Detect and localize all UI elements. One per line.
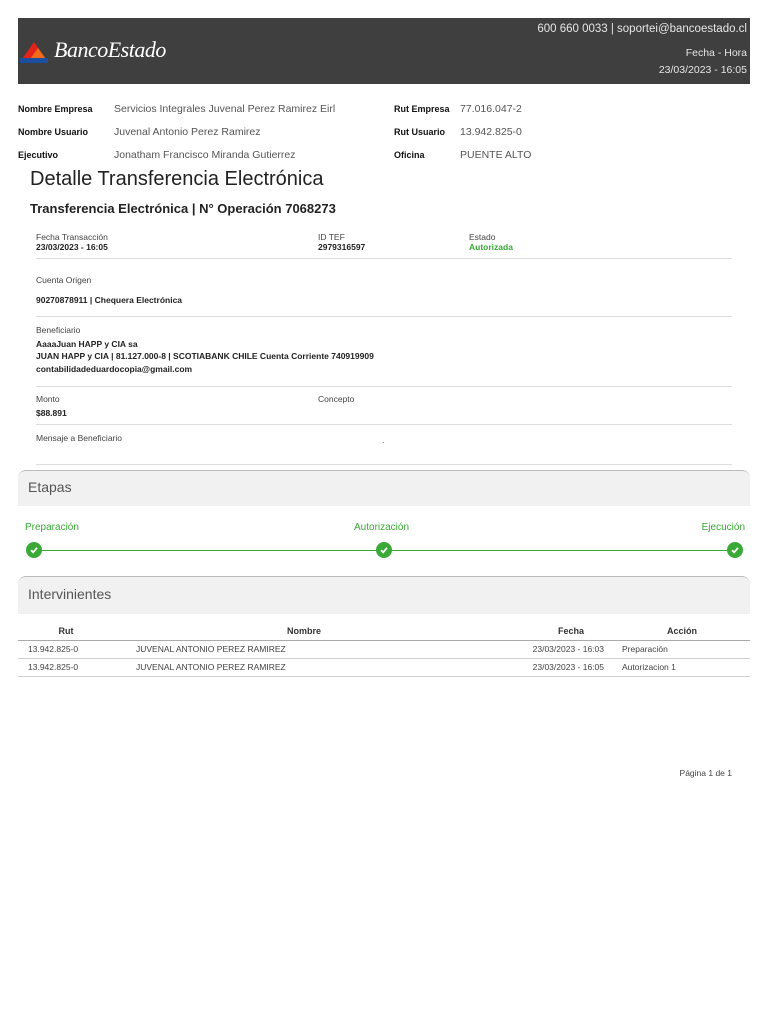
step-autorizacion-label: Autorización: [354, 522, 410, 533]
oficina-label: Oficina: [394, 149, 425, 160]
rut-empresa-label: Rut Empresa: [394, 103, 450, 114]
rut-usuario-label: Rut Usuario: [394, 126, 446, 137]
oficina-value: PUENTE ALTO: [460, 148, 532, 161]
fecha-transaccion-label: Fecha Transacción: [36, 232, 108, 242]
empresa-label: Nombre Empresa: [18, 103, 93, 114]
usuario-label: Nombre Usuario: [18, 126, 89, 137]
page-title: Detalle Transferencia Electrónica: [30, 168, 324, 190]
step-ejecucion-label: Ejecución: [701, 522, 745, 533]
detail-row-top: [36, 227, 732, 259]
header-datetime: 23/03/2023 - 16:05: [658, 64, 747, 76]
detail-row-monto: [36, 387, 732, 425]
rut-usuario-value: 13.942.825-0: [460, 125, 522, 138]
beneficiario-email: contabilidadeduardocopia@gmail.com: [36, 364, 193, 374]
etapas-section-header: [18, 470, 750, 506]
cuenta-origen-label: Cuenta Origen: [36, 275, 92, 285]
intervinientes-section-header: [18, 576, 750, 614]
rut-empresa-value: 77.016.047-2: [460, 102, 522, 115]
row-nombre: JUVENAL ANTONIO PEREZ RAMIREZ: [114, 658, 494, 676]
row-nombre: JUVENAL ANTONIO PEREZ RAMIREZ: [114, 640, 494, 658]
bank-logo: [18, 36, 166, 64]
detail-row-mensaje: [36, 425, 732, 465]
ejecutivo-label: Ejecutivo: [18, 149, 59, 160]
row-accion: Autorizacion 1: [614, 658, 750, 676]
col-rut: Rut: [18, 623, 114, 640]
contact-info: 600 660 0033 | soportei@bancoestado.cl: [537, 23, 747, 35]
header-bar: [18, 18, 750, 84]
beneficiario-line2: JUAN HAPP y CIA | 81.127.000-8 | SCOTIABANK CHILE Cuenta Corriente 740919909: [36, 351, 374, 361]
estado-label: Estado: [469, 232, 496, 242]
row-fecha: 23/03/2023 - 16:03: [494, 640, 614, 658]
fecha-hora-label: Fecha - Hora: [685, 47, 747, 59]
etapas-title: Etapas: [28, 479, 72, 495]
beneficiario-label: Beneficiario: [36, 325, 81, 335]
table-row: [18, 658, 750, 676]
empresa-value: Servicios Integrales Juvenal Perez Ramirez Eirl: [114, 102, 336, 115]
col-nombre: Nombre: [114, 623, 494, 640]
row-fecha: 23/03/2023 - 16:05: [494, 658, 614, 676]
row-rut: 13.942.825-0: [18, 658, 114, 676]
intervinientes-title: Intervinientes: [28, 586, 112, 602]
col-accion: Acción: [614, 623, 750, 640]
ejecutivo-value: Jonatham Francisco Miranda Gutierrez: [114, 148, 296, 161]
col-fecha: Fecha: [494, 623, 614, 640]
check-icon: [26, 542, 42, 558]
table-header-row: [18, 623, 750, 640]
bancoestado-logo-icon: [18, 36, 50, 64]
operation-subtitle: Transferencia Electrónica | N° Operación 7068273: [30, 201, 336, 216]
id-tef-label: ID TEF: [318, 232, 345, 242]
usuario-value: Juvenal Antonio Perez Ramirez: [114, 125, 261, 138]
brand-name: BancoEstado: [54, 37, 166, 62]
fecha-transaccion-value: 23/03/2023 - 16:05: [36, 242, 108, 252]
check-icon: [727, 542, 743, 558]
step-preparacion-label: Preparación: [25, 522, 79, 533]
mensaje-label: Mensaje a Beneficiario: [36, 433, 122, 443]
id-tef-value: 2979316597: [318, 242, 366, 252]
detail-row-beneficiario: [36, 317, 732, 387]
check-icon: [376, 542, 392, 558]
transfer-detail: [36, 227, 732, 465]
row-rut: 13.942.825-0: [18, 640, 114, 658]
cuenta-origen-value: 90270878911 | Chequera Electrónica: [36, 295, 183, 305]
monto-value: $88.891: [36, 408, 67, 418]
etapas-progress: [18, 520, 750, 560]
page-number: Página 1 de 1: [679, 768, 732, 778]
beneficiario-line1: AaaaJuan HAPP y CIA sa: [36, 339, 138, 349]
estado-value: Autorizada: [469, 242, 513, 252]
table-row: [18, 640, 750, 658]
mensaje-value: .: [382, 435, 385, 445]
concepto-label: Concepto: [318, 394, 355, 404]
detail-row-cuenta: [36, 259, 732, 317]
intervinientes-table: [18, 623, 750, 677]
company-info: [18, 97, 758, 166]
row-accion: Preparación: [614, 640, 750, 658]
monto-label: Monto: [36, 394, 60, 404]
